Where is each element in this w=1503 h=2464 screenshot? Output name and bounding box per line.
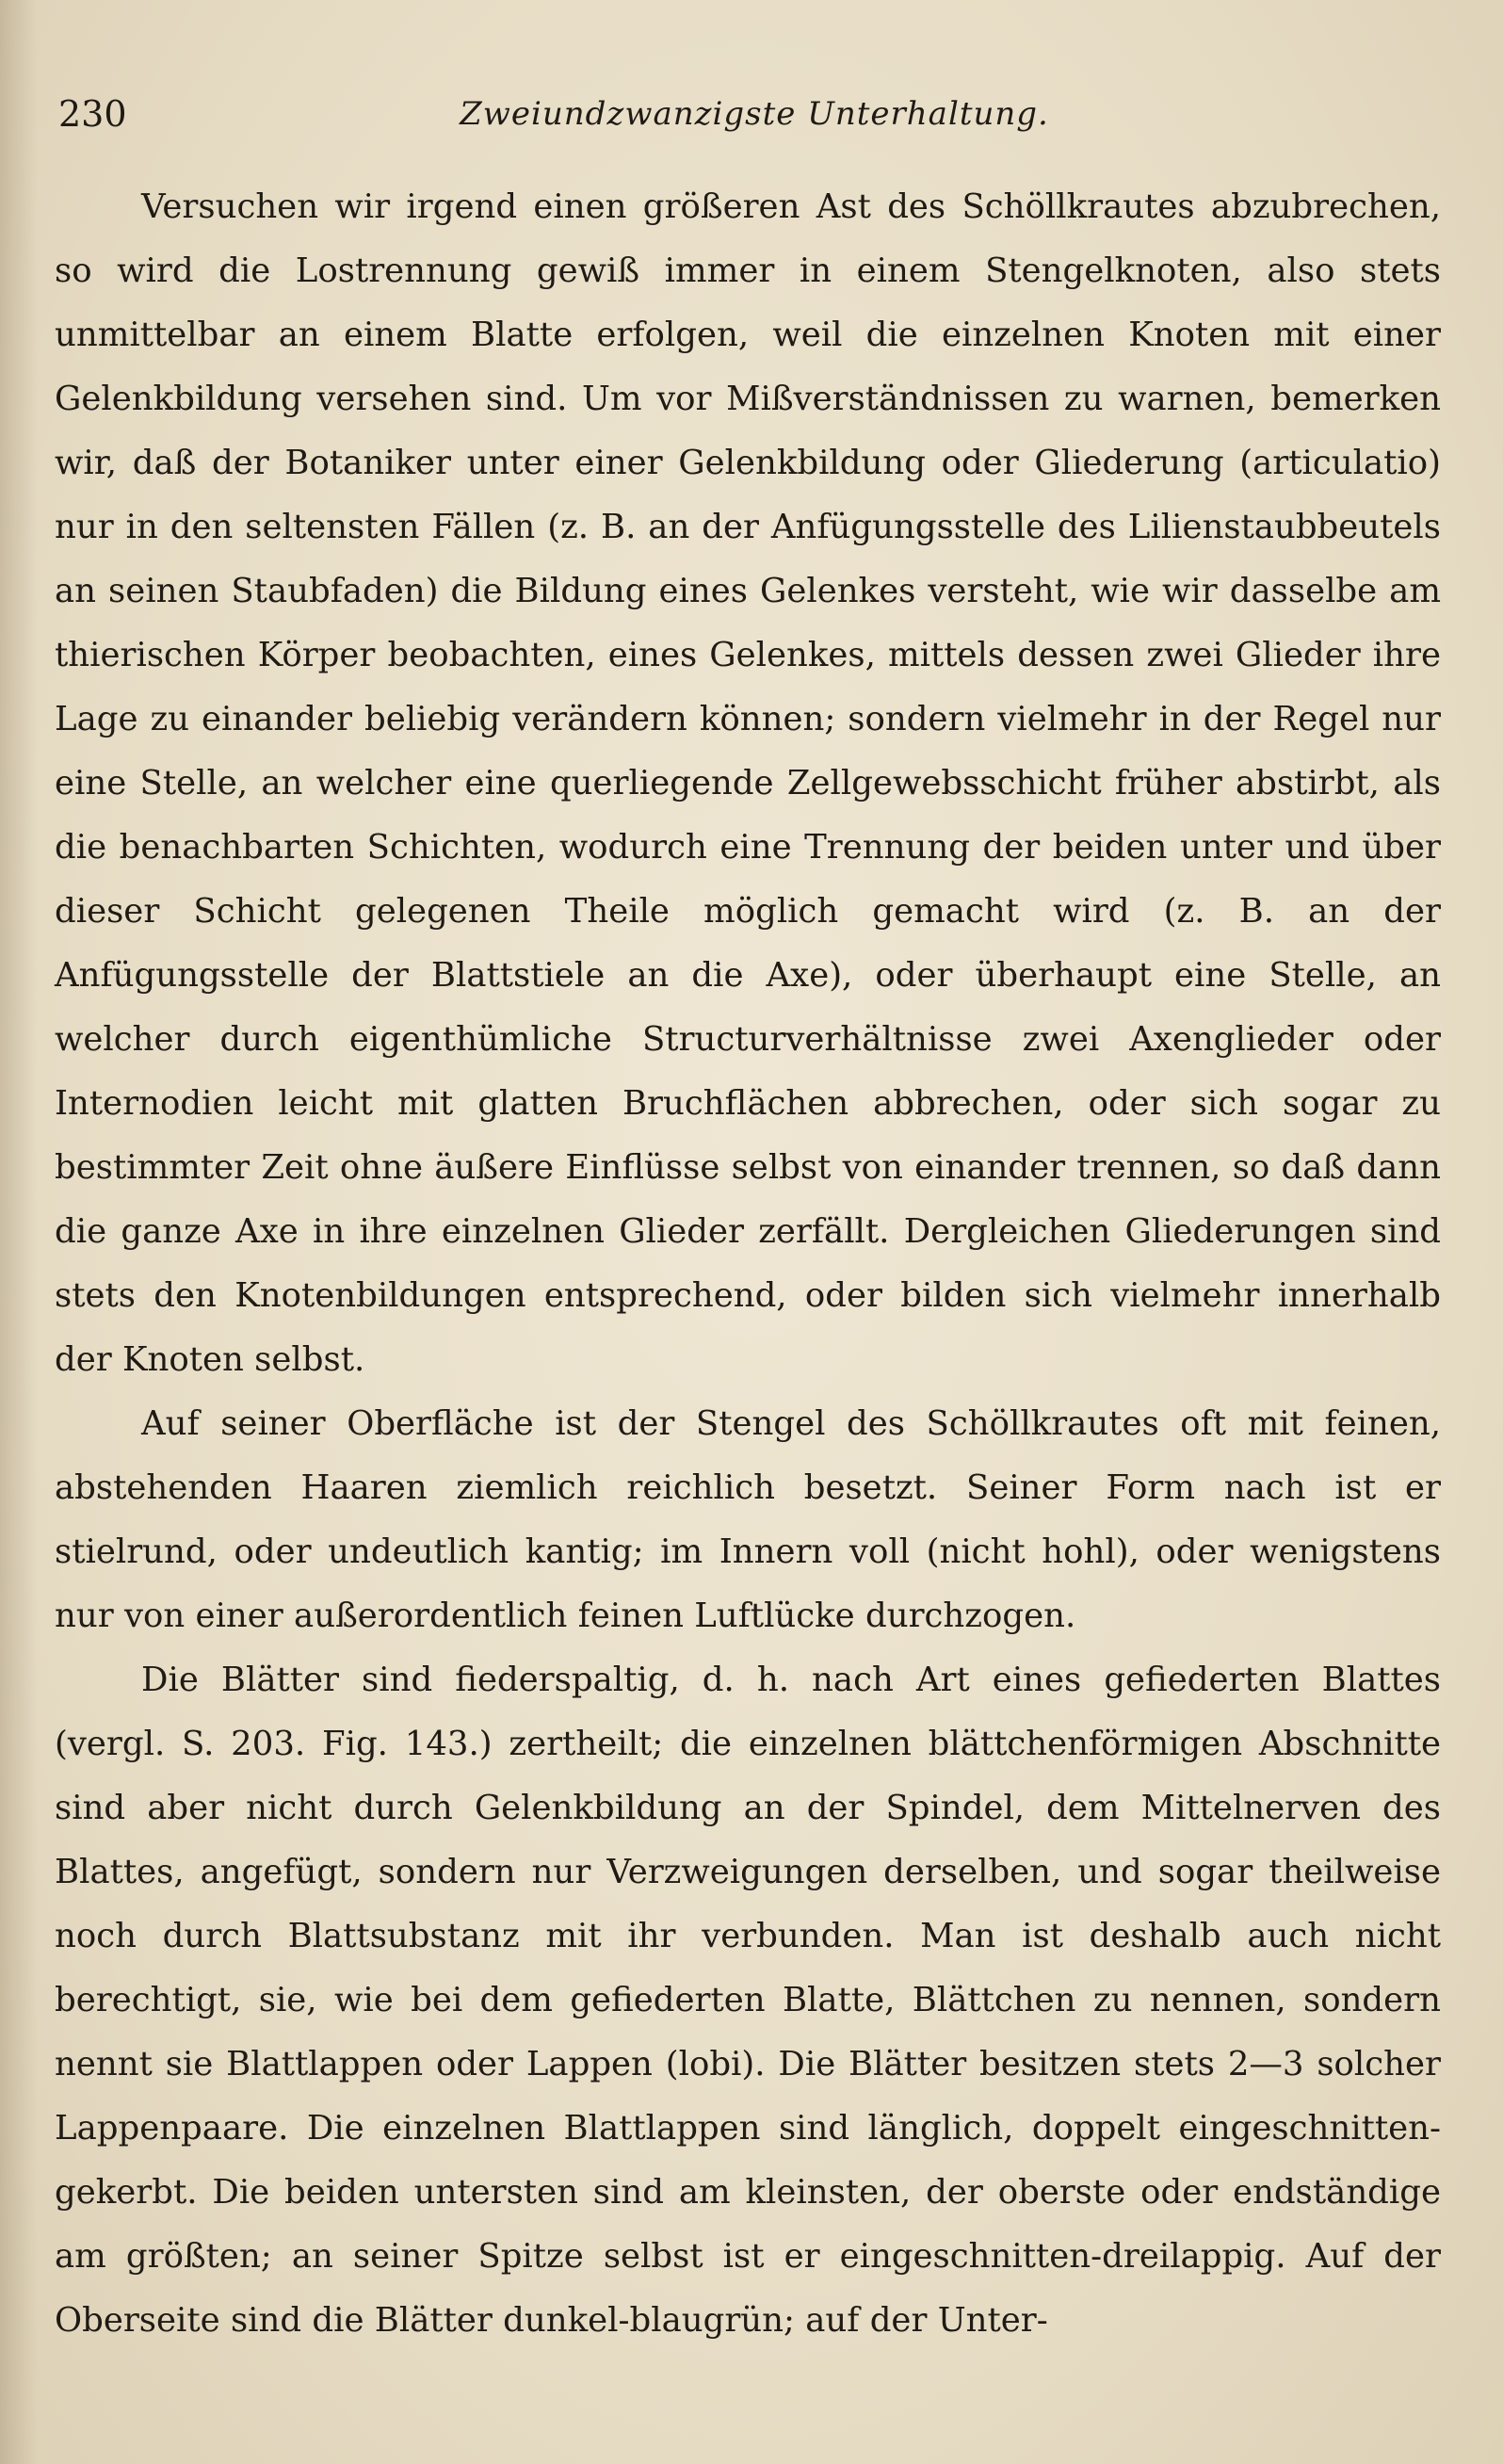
chapter-title: Zweiundzwanzigste Unterhaltung. [460, 95, 1049, 133]
paragraph-1: Versuchen wir irgend einen größeren Ast des Schöllkrautes abzubrechen, so wird die Lostrennung gewiß immer in einem Stengelknoten, also stets unmittelbar an einem Blatte erfolgen, weil die einzelnen Knoten mit einer Gelenkbildung versehen sind. Um vor Mißverständnissen zu warnen, bemerken wir, daß der Botaniker unter einer Gelenkbildung oder Gliederung (articulatio) nur in den seltensten Fällen (z. B. an der Anfügungsstelle des Lilienstaubbeutels an seinen Staubfaden) die Bildung eines Gelenkes versteht, wie wir dasselbe am thierischen Körper beobachten, eines Gelenkes, mittels dessen zwei Glieder ihre Lage zu einander beliebig verändern können; sondern vielmehr in der Regel nur eine Stelle, an welcher eine querliegende Zellgewebsschicht früher abstirbt, als die benachbarten Schichten, wodurch eine Trennung der beiden unter und über dieser Schicht gelegenen Theile möglich gemacht wird (z. B. an der Anfügungsstelle der Blattstiele an die Axe), oder überhaupt eine Stelle, an welcher durch eigenthümliche Structurverhältnisse zwei Axenglieder oder Internodien leicht mit glatten Bruchflächen abbrechen, oder sich sogar zu bestimmter Zeit ohne äußere Einflüsse selbst von einander trennen, so daß dann die ganze Axe in ihre einzelnen Glieder zerfällt. Dergleichen Gliederungen sind stets den Knotenbildungen entsprechend, oder bilden sich vielmehr innerhalb der Knoten selbst. [55, 187, 1441, 1379]
paragraph-3: Die Blätter sind fiederspaltig, d. h. nach Art eines gefiederten Blattes (vergl. S. 203. Fig. 143.) zertheilt; die einzelnen blättchenförmigen Abschnitte sind aber nicht durch Gelenkbildung an der Spindel, dem Mittelnerven des Blattes, angefügt, sondern nur Verzweigungen derselben, und sogar theilweise noch durch Blattsubstanz mit ihr verbunden. Man ist deshalb auch nicht berechtigt, sie, wie bei dem gefiederten Blatte, Blättchen zu nennen, sondern nennt sie Blattlappen oder Lappen (lobi). Die Blätter besitzen stets 2—3 solcher Lappenpaare. Die einzelnen Blattlappen sind länglich, doppelt eingeschnitten-gekerbt. Die beiden untersten sind am kleinsten, der oberste oder endständige am größten; an seiner Spitze selbst ist er eingeschnitten-dreilappig. Auf der Oberseite sind die Blätter dunkel-blaugrün; auf der Unter- [55, 1661, 1441, 2340]
paragraph-2: Auf seiner Oberfläche ist der Stengel des Schöllkrautes oft mit feinen, abstehenden Haaren ziemlich reichlich besetzt. Seiner Form nach ist er stielrund, oder undeutlich kantig; im Innern voll (nicht hohl), oder wenigstens nur von einer außerordentlich feinen Luftlücke durchzogen. [55, 1404, 1441, 1635]
running-head [58, 90, 1450, 147]
page-number: 230 [58, 93, 127, 135]
page-gutter-shadow [0, 0, 38, 2464]
body-text [55, 175, 1441, 2353]
